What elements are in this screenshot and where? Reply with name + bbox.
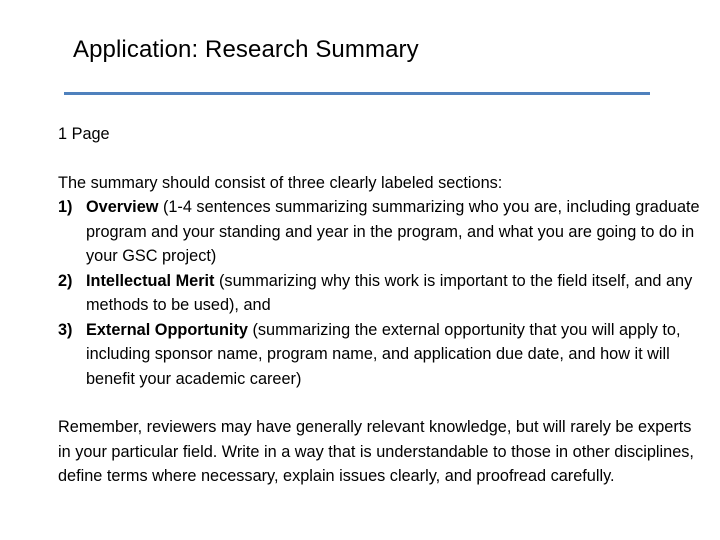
section-list xyxy=(58,195,708,391)
intro-text: The summary should consist of three clearly labeled sections: xyxy=(58,173,503,192)
section-item-overview xyxy=(58,195,708,269)
section-term: Overview xyxy=(86,198,159,216)
section-number: 3) xyxy=(58,320,73,339)
section-item-intellectual-merit xyxy=(58,269,708,318)
slide-body xyxy=(58,122,708,489)
title-divider xyxy=(64,92,650,95)
section-number: 1) xyxy=(58,198,73,216)
section-item-external-opportunity xyxy=(58,318,708,392)
section-term: External Opportunity xyxy=(86,320,248,339)
section-number: 2) xyxy=(58,271,73,290)
section-description: (1-4 sentences summarizing summarizing who you are, including graduate program and your standing and year in the program, and what you are going to do in your GSC project) xyxy=(86,198,700,265)
page-length-note: 1 Page xyxy=(58,125,110,143)
slide-title: Application: Research Summary xyxy=(73,36,419,63)
section-description: (summarizing why this work is important to the field itself, and any methods to be used), and xyxy=(86,271,693,314)
section-description: (summarizing the external opportunity that you will apply to, including sponsor name, program name, and application due date, and how it will benefit your academic career) xyxy=(86,320,681,388)
reminder-paragraph: Remember, reviewers may have generally relevant knowledge, but will rarely be experts in your particular field. Write in a way that is understandable to those in other disciplines, define terms where necessary, explain issues clearly, and proofread carefully. xyxy=(58,418,694,485)
section-term: Intellectual Merit xyxy=(86,271,215,290)
